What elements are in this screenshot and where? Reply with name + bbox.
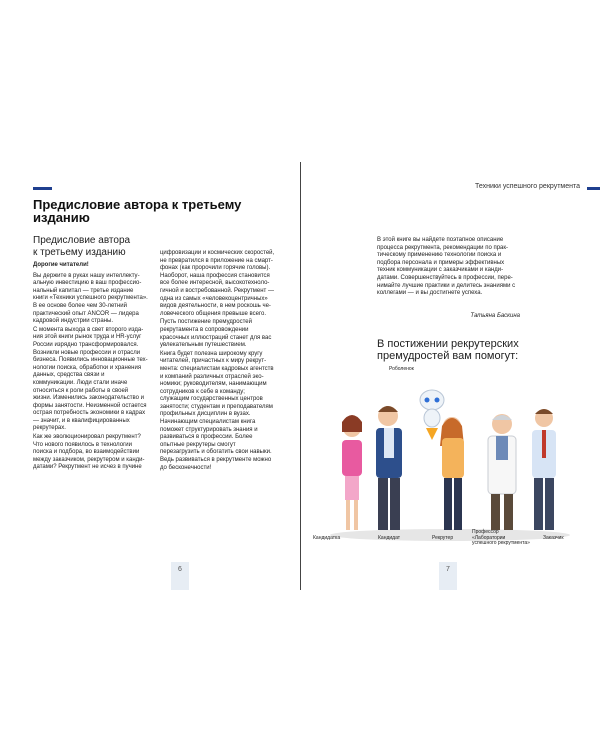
page-number-right: 7 — [446, 566, 450, 573]
label-candidate-female: Кандидатка — [313, 535, 341, 541]
section-subtitle-line2: к третьему изданию — [33, 247, 126, 258]
recruiter-figure — [440, 417, 464, 530]
intro-text: В этой книге вы найдете поэтапное описание процесса рекрутмента, рекомендации по практическому применению технологии поиска и подбора персонала и примеры эффективных техник коммуникации с заказчиками и кандидатами. Совершенствуйтесь в профессии, перенимайте лучшие практики и делитесь знаниями с коллегами — и вы достигнете успеха. — [377, 237, 516, 297]
paragraph: Как же эволюционировал рекрутмент? Что нового появилось в технологии поиска и подбора, во взаимодействии между заказчиком, рекрутером и кандидатами? Рекрутмент не исчез в пучине — [33, 434, 145, 471]
label-client: Заказчик — [543, 535, 564, 541]
label-robot: Роболенок — [389, 366, 414, 372]
candidate-female-figure — [342, 415, 362, 530]
label-professor — [472, 530, 530, 547]
label-professor-line1: Профессор — [472, 529, 499, 535]
label-candidate-male: Кандидат — [378, 535, 401, 541]
section-subtitle-line1: Предисловие автора — [33, 235, 131, 246]
paragraph: С момента выхода в свет второго издания этой книги рынок труда и HR-услуг России изрядно трансформировался. Возникли новые профессии и отрасли бизнеса. Появились инновационные технологии поиска, обработки и хранения данных, средства связи и коммуникации. Люди стали иначе относиться к роли работы в своей жизни. Изменились законодательство и формы занятости. Неизменной остается острая потребность экономики в кадрах — значит, и в квалифицированных рекрутерах. — [33, 326, 148, 432]
author-signature: Татьяна Баскина — [470, 313, 520, 319]
robot-figure — [420, 390, 444, 440]
paragraph: Вы держите в руках нашу интеллектуальную инвестицию в ваш профессиональный капитал — третье издание книги «Техники успешного рекрутмента». В ее основе более чем 30-летний практический опыт ANCOR — лидера кадровой индустрии страны. — [33, 272, 148, 325]
candidate-male-figure — [376, 406, 402, 530]
label-professor-line3: успешного рекрутмента» — [472, 540, 530, 546]
salutation: Дорогие читатели! — [33, 262, 89, 268]
professor-figure — [488, 414, 516, 530]
paragraph: Пусть постижение премудростей рекрутамента в сопровождении красочных иллюстраций станет для вас увлекательным путешествием. — [160, 319, 272, 349]
running-head: Техники успешного рекрутмента — [475, 183, 580, 190]
client-figure — [532, 409, 556, 530]
section-subtitle — [33, 235, 153, 259]
paragraph: Книга будет полезна широкому кругу читателей, причастных к миру рекрутмента: специалистам кадровых агентств и компаний различных отраслей экономики; руководителям, нанимающим сотрудников к себе в команду; служащим государственных центров занятости; студентам и преподавателям профильных дисциплин в вузах. Начинающим специалистам книга поможет структурировать знания и развиваться в профессии. Более опытные рекрутеры смогут перезагрузить и обогатить свои навыки. Ведь развиваться в рекрутменте можно до бесконечности! — [160, 350, 274, 471]
accent-bar-left — [33, 187, 52, 190]
label-recruiter: Рекрутер — [432, 535, 454, 541]
chapter-title: Предисловие автора к третьему изданию — [33, 197, 242, 225]
helpers-title: В постижении рекрутерских премудростей вам помогут: — [377, 338, 519, 362]
characters-illustration — [320, 370, 580, 545]
text-column-2 — [160, 250, 275, 473]
label-professor-line2: «Лаборатории — [472, 534, 506, 541]
accent-bar-right — [587, 187, 600, 190]
page-number-left: 6 — [178, 566, 182, 573]
paragraph: цифровизации и космических скоростей, не превратился в приложение на смартфонах (как пророчили горячие головы). Наоборот, наша профессия становится все более интересной, высокотехнологичной и востребованной. Рекрутмент — одна из самых «человекоцентричных» видов деятельности, в нем роскошь человеческого общения превыше всего. — [160, 250, 275, 317]
text-column-1 — [33, 262, 148, 473]
page-gutter — [300, 162, 301, 590]
